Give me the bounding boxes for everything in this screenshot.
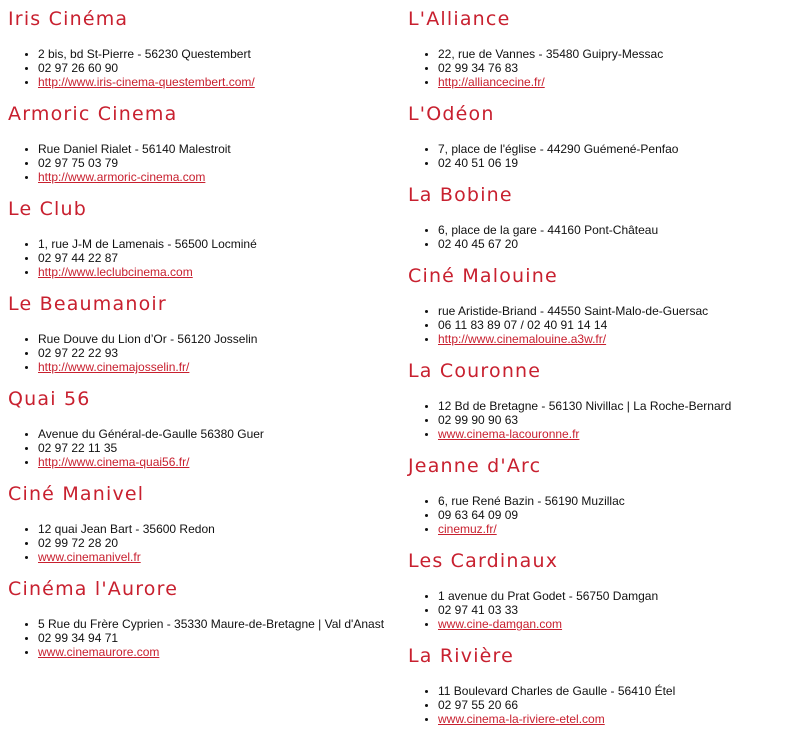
cinema-phone: • 02 97 55 20 66: [438, 698, 675, 712]
cinema-entry: [408, 257, 786, 352]
cinema-details: [408, 142, 678, 170]
cinema-name: Ciné Malouine: [408, 265, 558, 287]
cinema-phone: • 02 40 45 67 20: [438, 237, 658, 251]
cinema-website-item: [438, 332, 708, 346]
cinema-entry: [8, 0, 388, 95]
cinema-entry: [8, 190, 388, 285]
cinema-name: Le Beaumanoir: [8, 293, 167, 315]
cinema-name: Le Club: [8, 198, 88, 220]
cinema-website-link[interactable]: www.cinema-la-riviere-etel.com: [438, 712, 605, 726]
cinema-website-link[interactable]: www.cine-damgan.com: [438, 617, 563, 631]
cinema-entry: [408, 0, 786, 95]
cinema-details: [408, 399, 731, 441]
cinema-details: [408, 304, 708, 346]
cinema-name: L'Alliance: [408, 8, 511, 30]
cinema-details: [408, 223, 658, 251]
cinema-entry: [8, 285, 388, 380]
cinema-entry: [408, 95, 786, 176]
cinema-phone: • 02 97 22 22 93: [38, 346, 257, 360]
cinema-name: La Couronne: [408, 360, 542, 382]
cinema-entry: [408, 447, 786, 542]
cinema-website-item: [438, 712, 675, 726]
cinema-phone: • 02 40 51 06 19: [438, 156, 678, 170]
cinema-address: • 6, rue René Bazin - 56190 Muzillac: [438, 494, 625, 508]
cinema-details: [8, 617, 384, 659]
cinema-address: • rue Aristide-Briand - 44550 Saint-Malo-de-Guersac: [438, 304, 708, 318]
cinema-address: • 2 bis, bd St-Pierre - 56230 Questembert: [38, 47, 255, 61]
cinema-name: Iris Cinéma: [8, 8, 129, 30]
cinema-website-item: [38, 645, 384, 659]
cinema-website-link[interactable]: http://www.iris-cinema-questembert.com/: [38, 75, 255, 89]
cinema-entry: [8, 475, 388, 570]
cinema-website-item: [438, 617, 658, 631]
cinema-website-link[interactable]: www.cinemanivel.fr: [38, 550, 141, 564]
cinema-website-item: [38, 360, 257, 374]
cinema-address: • Avenue du Général-de-Gaulle 56380 Guer: [38, 427, 264, 441]
cinema-name: Cinéma l'Aurore: [8, 578, 179, 600]
cinema-entry: [8, 570, 388, 665]
cinema-address: • Rue Daniel Rialet - 56140 Malestroit: [38, 142, 231, 156]
cinema-address: • 22, rue de Vannes - 35480 Guipry-Messac: [438, 47, 663, 61]
cinema-phone: • 02 97 75 03 79: [38, 156, 231, 170]
cinema-address: • 12 quai Jean Bart - 35600 Redon: [38, 522, 215, 536]
cinema-details: [8, 522, 215, 564]
cinema-address: • 11 Boulevard Charles de Gaulle - 56410 Étel: [438, 684, 675, 698]
cinema-details: [408, 47, 663, 89]
cinema-phone: • 02 99 34 94 71: [38, 631, 384, 645]
cinema-website-item: [438, 427, 731, 441]
cinema-name: Quai 56: [8, 388, 91, 410]
cinema-name: Ciné Manivel: [8, 483, 145, 505]
cinema-website-item: [38, 265, 257, 279]
cinema-name: L'Odéon: [408, 103, 495, 125]
cinema-phone: • 02 99 34 76 83: [438, 61, 663, 75]
cinema-address: • 6, place de la gare - 44160 Pont-Château: [438, 223, 658, 237]
cinema-list-left: [8, 0, 388, 665]
cinema-name: Jeanne d'Arc: [408, 455, 542, 477]
cinema-phone: • 02 97 22 11 35: [38, 441, 264, 455]
cinema-phone: • 02 99 90 90 63: [438, 413, 731, 427]
cinema-phone: • 02 97 26 60 90: [38, 61, 255, 75]
cinema-website-link[interactable]: www.cinema-lacouronne.fr: [438, 427, 580, 441]
cinema-details: [8, 237, 257, 279]
cinema-website-link[interactable]: http://www.cinemalouine.a3w.fr/: [438, 332, 607, 346]
cinema-address: • 7, place de l'église - 44290 Guémené-Penfao: [438, 142, 678, 156]
cinema-details: [8, 427, 264, 469]
cinema-website-link[interactable]: http://www.armoric-cinema.com: [38, 170, 206, 184]
cinema-website-item: [38, 75, 255, 89]
cinema-website-item: [438, 522, 625, 536]
cinema-phone: • 06 11 83 89 07 / 02 40 91 14 14: [438, 318, 708, 332]
cinema-details: [408, 684, 675, 726]
cinema-phone: • 02 99 72 28 20: [38, 536, 215, 550]
cinema-entry: [408, 637, 786, 732]
cinema-entry: [408, 352, 786, 447]
cinema-phone: • 02 97 44 22 87: [38, 251, 257, 265]
cinema-details: [8, 332, 257, 374]
cinema-details: [8, 142, 231, 184]
cinema-details: [408, 589, 658, 631]
cinema-name: Armoric Cinema: [8, 103, 178, 125]
cinema-address: • 1, rue J-M de Lamenais - 56500 Locminé: [38, 237, 257, 251]
cinema-list-right: [408, 0, 786, 732]
cinema-website-link[interactable]: http://www.cinemajosselin.fr/: [38, 360, 190, 374]
cinema-website-link[interactable]: www.cinemaurore.com: [38, 645, 160, 659]
cinema-name: La Rivière: [408, 645, 515, 667]
cinema-details: [8, 47, 255, 89]
cinema-address: • 1 avenue du Prat Godet - 56750 Damgan: [438, 589, 658, 603]
cinema-address: • Rue Douve du Lion d’Or - 56120 Josselin: [38, 332, 257, 346]
cinema-website-link[interactable]: http://www.leclubcinema.com: [38, 265, 193, 279]
cinema-entry: [408, 176, 786, 257]
cinema-details: [408, 494, 625, 536]
cinema-website-link[interactable]: cinemuz.fr/: [438, 522, 497, 536]
cinema-entry: [408, 542, 786, 637]
cinema-address: • 5 Rue du Frère Cyprien - 35330 Maure-de-Bretagne | Val d'Anast: [38, 617, 384, 631]
cinema-phone: • 02 97 41 03 33: [438, 603, 658, 617]
cinema-website-item: [438, 75, 663, 89]
cinema-website-item: [38, 455, 264, 469]
cinema-entry: [8, 95, 388, 190]
cinema-phone: • 09 63 64 09 09: [438, 508, 625, 522]
cinema-address: • 12 Bd de Bretagne - 56130 Nivillac | La Roche-Bernard: [438, 399, 731, 413]
cinema-website-link[interactable]: http://alliancecine.fr/: [438, 75, 545, 89]
cinema-website-link[interactable]: http://www.cinema-quai56.fr/: [38, 455, 190, 469]
cinema-website-item: [38, 550, 215, 564]
cinema-name: La Bobine: [408, 184, 513, 206]
cinema-entry: [8, 380, 388, 475]
cinema-website-item: [38, 170, 231, 184]
cinema-name: Les Cardinaux: [408, 550, 559, 572]
